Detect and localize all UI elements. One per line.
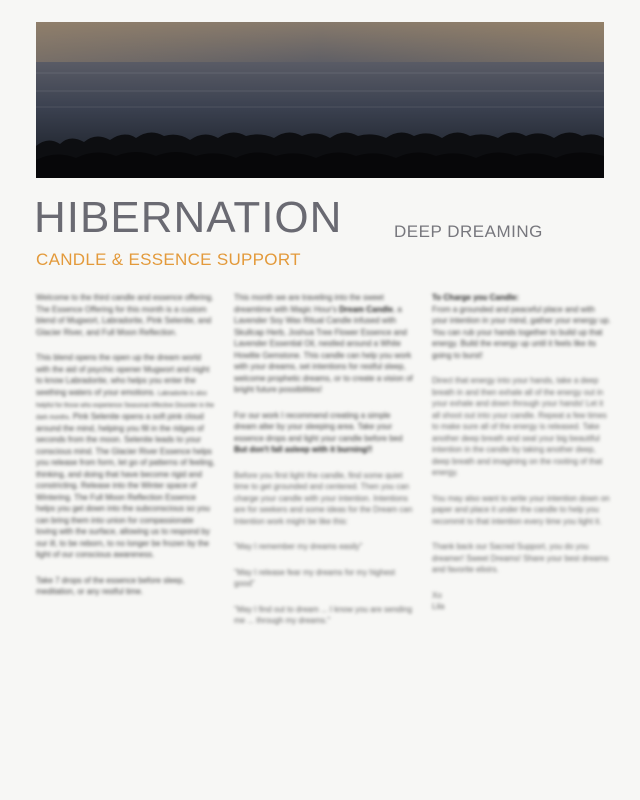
candle-text-a: This month we are traveling into the sweet dreamtime with Magic Hour's [234, 293, 384, 314]
intention-quote: "May I remember my dreams easily" [234, 542, 363, 551]
write-intention-paragraph: You may also want to write your intention down on paper and place it under the candle to help you recommit to that intention every time you light it. [432, 493, 610, 526]
signature-name: Lila [432, 602, 445, 611]
closing-paragraph: Thank back our Sacred Support, you do you dreamer! Sweet Dreams! Share your best dreams and favorite elixirs. [432, 542, 609, 574]
water-ripple [36, 90, 604, 92]
candle-name: Dream Candle [339, 304, 393, 314]
section-heading: CANDLE & ESSENCE SUPPORT [36, 250, 301, 269]
altar-text: For our work I recommend creating a simple dream alter by your sleeping area. Take your essence drops and light your candle before bed [234, 410, 403, 443]
water-ripple [36, 106, 604, 108]
signoff: Xo [432, 590, 442, 600]
blend-paragraph [36, 352, 216, 561]
water-ripple [36, 72, 604, 74]
blend-text: This blend opens the open up the dream world with the aid of psychic opener Mugwort and night to know Labradorite, who helps you enter the seething waters of your emotions. [36, 353, 210, 397]
page-title: HIBERNATION [34, 193, 343, 242]
candle-text-b: , a Lavender Soy Wax Ritual Candle infused with Skullcap Herb, Joshua Tree Flower Essence and Lavender Essential Oil, nestled around a White Howlite Gemstone. This candle can help you work with your dreams, set intentions for restful sleep, welcome prophetic dreams, or to create a vision of bright future possibilities! [234, 304, 413, 394]
blend-text-rest: Pink Selenite opens a soft pink cloud around the mind, helping you fill in the ridges of seconds from the moon. Selenite leads to your conscious mind. The Glacier River Essence helps you release from form, let go of patterns of feeling, thinking, and doing that have become rigid and constricting. Release into the Winter space of Wintering. The Full Moon Reflection Essence helps you get down into the subconscious so you can bring them into union for compassionate loving with the surface, allowing us to respond by our ill, to be reborn, to no longer be frozen by the light of our conscious awareness. [36, 411, 215, 559]
blend-note: Labradorite is also helpful for those who experience Seasonal Affective Disorder in the dark months. [36, 390, 214, 421]
usage-paragraph: Take 7 drops of the essence before sleep, meditation, or any restful time. [36, 575, 185, 596]
charge-text: From a grounded and peaceful place and with your intention in your mind, gather your energy up. You can rub your hands together to build up that energy. Build the energy up until it feels like its going to burst! [432, 304, 611, 360]
intention-paragraph: Before you first light the candle, find some quiet time to get grounded and centered. Then you can charge your candle with your intention. Intentions are for seekers and some ideas for the Dream can Intention work might be like this: [234, 470, 413, 526]
charge-heading: To Charge you Candle: [432, 293, 519, 302]
shoreline-rocks [36, 126, 604, 178]
column-3 [432, 292, 612, 627]
column-1 [36, 292, 216, 612]
candle-paragraph [234, 292, 414, 396]
altar-paragraph [234, 410, 414, 456]
intention-quote: "May I find out to dream ... I know you are sending me ... through my dreams." [234, 604, 413, 625]
direct-energy-paragraph: Direct that energy into your hands, take a deep breath in and then exhale all of the energy out in your exhale and down through your hands! Let it all shoot out into your candle. Repeat a few times to make sure all of the energy is released. Take another deep breath and seal your big beautiful intention in the candle by taking another deep, deep breath and imagining on the rooting of that energy. [432, 376, 607, 477]
hero-sky-glow [36, 22, 604, 62]
altar-warning: But don't fall asleep with it burning!! [234, 445, 373, 454]
signature [432, 590, 612, 613]
charge-section [432, 292, 612, 361]
page-subtitle: DEEP DREAMING [394, 222, 543, 241]
intro-paragraph: Welcome to the third candle and essence offering. The Essence Offering for this month is a custom blend of Mugwort, Labradorite, Pink Selenite, and Glacier River, and Full Moon Reflection. [36, 293, 214, 337]
column-2 [234, 292, 414, 641]
intention-quote: "May I release fear my dreams for my highest good" [234, 567, 396, 588]
hero-image [36, 22, 604, 178]
